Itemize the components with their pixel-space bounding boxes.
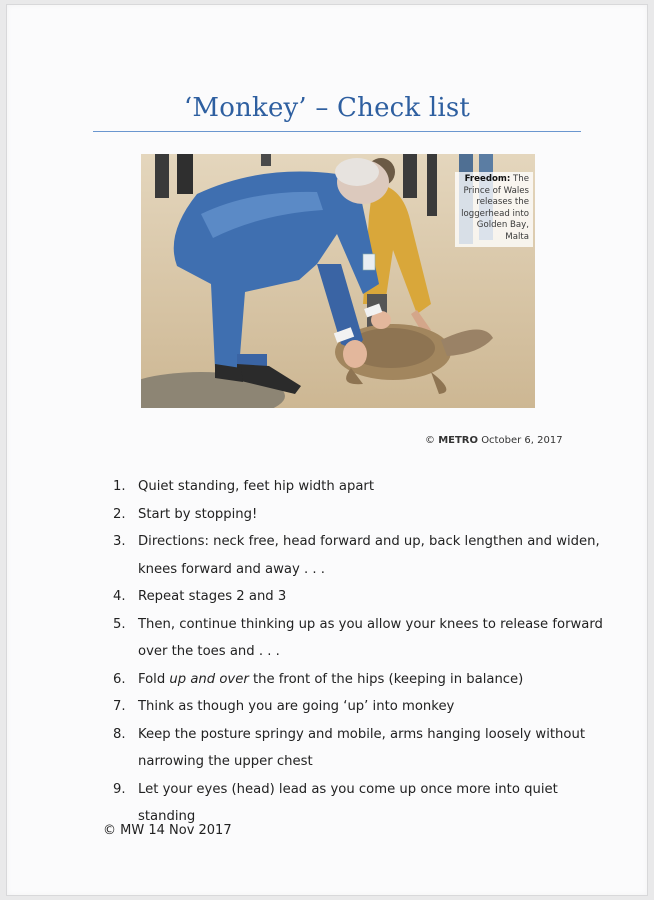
checklist — [113, 473, 603, 831]
photo-credit — [425, 435, 563, 446]
item-number: 3. — [113, 534, 126, 549]
document-page — [6, 4, 648, 896]
item-text: Keep the posture springy and mobile, arms hanging loosely without narrowing the upper chest — [138, 726, 586, 769]
item-number: 9. — [113, 781, 126, 797]
title-underline — [93, 131, 581, 132]
item-number: 4. — [113, 589, 126, 604]
item-text: Start by stopping! — [138, 506, 258, 522]
item-number: 7. — [113, 699, 126, 714]
checklist-item — [113, 666, 603, 694]
photo-caption — [455, 172, 533, 247]
footer-copyright: © MW 14 Nov 2017 — [103, 823, 232, 838]
item-number: 1. — [113, 479, 126, 494]
page-title: ‘Monkey’ – Check list — [183, 93, 471, 123]
checklist-item — [113, 693, 603, 721]
item-text: Let your eyes (head) lead as you come up once more into quiet standing — [138, 781, 558, 824]
caption-text: The Prince of Wales releases the loggerhead into Golden Bay, Malta — [461, 174, 529, 242]
caption-lead: Freedom: — [464, 174, 511, 184]
checklist-item — [113, 501, 603, 529]
item-text-emphasis: up and over — [169, 671, 249, 687]
item-number: 6. — [113, 671, 126, 687]
item-text: Directions: neck free, head forward and up, back lengthen and widen, knees forward and away . . . — [138, 534, 600, 577]
item-text: Then, continue thinking up as you allow your knees to release forward over the toes and . . . — [138, 616, 603, 659]
credit-source: METRO — [438, 435, 478, 446]
checklist-item — [113, 583, 603, 611]
checklist-item — [113, 473, 603, 501]
item-number: 5. — [113, 616, 126, 632]
item-number: 2. — [113, 506, 126, 522]
item-number: 8. — [113, 726, 126, 742]
item-text: Quiet standing, feet hip width apart — [138, 479, 374, 494]
checklist-item — [113, 721, 603, 776]
item-text-post: the front of the hips (keeping in balance) — [248, 671, 524, 687]
credit-date: October 6, 2017 — [481, 435, 563, 446]
item-text-pre: Fold — [138, 671, 170, 687]
checklist-item — [113, 528, 603, 583]
item-text: Think as though you are going ‘up’ into monkey — [138, 699, 455, 714]
item-text: Repeat stages 2 and 3 — [138, 589, 287, 604]
newspaper-photo — [141, 154, 535, 408]
checklist-item — [113, 611, 603, 666]
copyright-symbol: © — [425, 435, 435, 446]
